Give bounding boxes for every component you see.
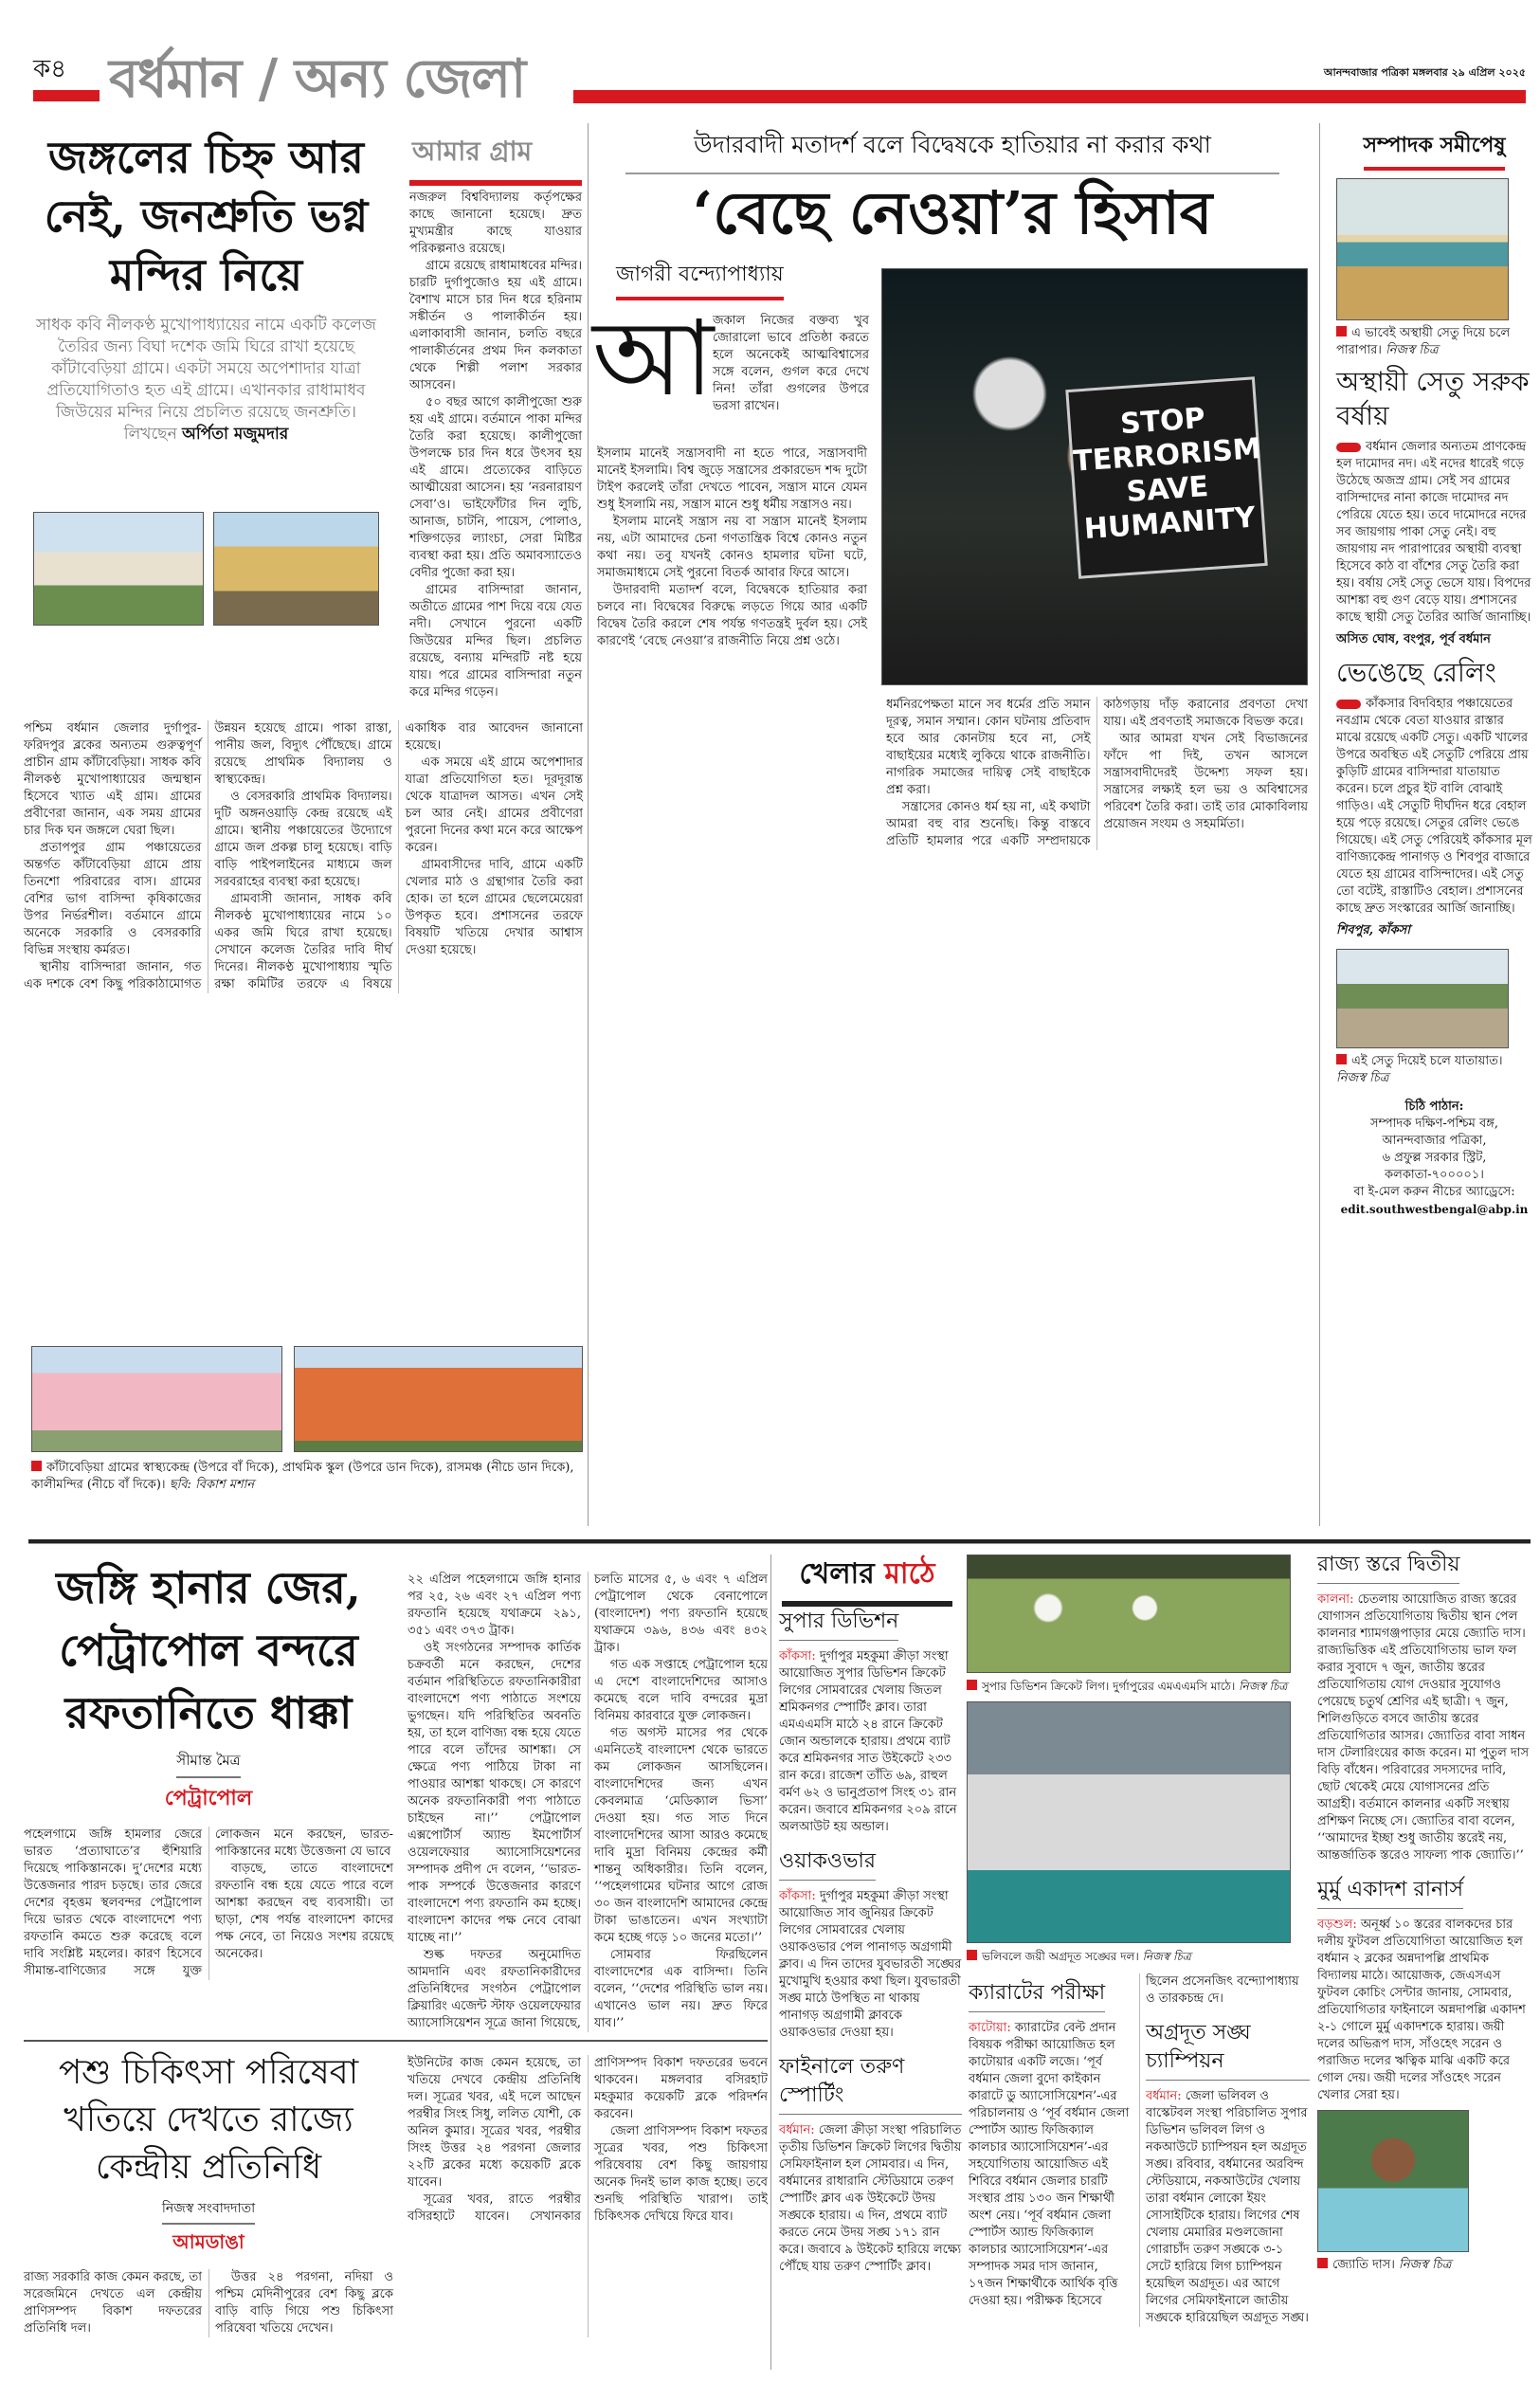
place: কাঁকসা: bbox=[779, 1889, 816, 1903]
petrapole-story bbox=[24, 1556, 768, 2032]
caption-text: জ্যোতি দাস। bbox=[1332, 2258, 1395, 2272]
caption-marker bbox=[967, 1680, 977, 1690]
divider bbox=[1319, 123, 1320, 1526]
contact-email[interactable]: edit.southwestbengal@abp.in bbox=[1340, 1203, 1529, 1216]
sports-heading: ওয়াকওভার bbox=[779, 1847, 876, 1881]
sports-heading: ফাইনালে তরুণ স্পোর্টিং bbox=[779, 2053, 962, 2115]
sports-item bbox=[779, 1648, 962, 1836]
essay-body-cols bbox=[886, 697, 1308, 850]
letters-column bbox=[1336, 129, 1532, 1218]
place: বড়শুল: bbox=[1317, 1918, 1357, 1932]
paragraph: পহেলগামে জঙ্গি হামলার জেরে ভারত ‘প্রত্যাঘাতে’র হুঁশিয়ারি দিয়েছে পাকিস্তানকে। দু’দেশের মধ্যে উত্তেজনার পারদ চড়ছে। তার জেরে দেশের বৃহত্তম স্থলবন্দর পেট্রাপোল দিয়ে ভারত থেকে বাংলাদেশে পণ্য রফতানি কমতে শুরু করেছে বলে দাবি সংশ্লিষ্ট মহলের। কারণ হিসেবে সীমান্ত-বাণিজ্যের সঙ্গে যুক্ত লোকজন মনে করছেন, ভারত-পাকিস্তানের মধ্যে উত্তেজনা যে ভাবে bbox=[24, 1827, 393, 1978]
paragraph: জেলা প্রাণিসম্পদ বিকাশ দফতর সূত্রের খবর, পশু চিকিৎসা পরিষেবায় বেশ কিছু জায়গায় অনেক দিনই ভাল কাজ হচ্ছে। তবে শুনছি পরিস্থিতি খারাপ। তাই চিকিৎসক দেখিয়ে ফিরে যাব। bbox=[594, 2124, 768, 2224]
caption-marker bbox=[1336, 1054, 1347, 1064]
sports-item bbox=[779, 2122, 962, 2276]
petrapole-cols34 bbox=[408, 1572, 768, 2032]
column-label-bar bbox=[409, 180, 582, 186]
paragraph: এক সময়ে এই গ্রামে অপেশাদার যাত্রা প্রতিযোগিতা হত। দূরদূরান্ত থেকে যাত্রাদল আসত। এখন সেই চল আর নেই। গ্রামের প্রবীণেরা পুরনো দিনের কথা মনে করে আক্ষেপ করেন। bbox=[405, 755, 583, 855]
masthead-date: আনন্দবাজার পত্রিকা মঙ্গলবার ২৯ এপ্রিল ২০২৫ bbox=[1323, 66, 1526, 79]
paragraph: গত অগস্ট মাসের পর থেকে এমনিতেই বাংলাদেশ থেকে ভারতে কম লোকজন আসছিলেন। বাংলাদেশিদের জন্য এখন কেবলমাত্র ‘মেডিক্যাল ভিসা’ দেওয়া হয়। গত সাত দিনে বাংলাদেশিদের আসা আরও কমেছে দাবি মুদ্রা বিনিময় কেন্দ্রের কর্মী শান্তনু অধিকারীর। তিনি বলেন, ‘‘পহেলগামের ঘটনার আগে রোজ ৩০ জন বাংলাদেশি আমাদের কেন্দ্রে টাকা ভাঙাতেন। এখন সংখ্যাটা কমে হচ্ছে গড়ে ১০ জনের মতো।’’ bbox=[594, 1726, 768, 1945]
broken-railing-photo bbox=[1336, 949, 1509, 1048]
petrapole-left bbox=[24, 1556, 393, 2032]
caption-credit: নিজস্ব চিত্র bbox=[1239, 1680, 1288, 1693]
letter1-headline: অস্থায়ী সেতু সরুক বর্ষায় bbox=[1336, 366, 1530, 431]
school-photo bbox=[213, 512, 379, 626]
contact-box bbox=[1336, 1099, 1532, 1218]
contact-title: চিঠি পাঠান: bbox=[1404, 1100, 1464, 1114]
item-body: দুর্গাপুর মহকুমা ক্রীড়া সংস্থা আয়োজিত সাব জুনিয়র ক্রিকেট লিগের সোমবারের খেলায় ওয়াকওভার পেল পানাগড় অগ্রগামী ক্লাব। এ দিন তাদের যুবভারতী সঙ্ঘের মুখোমুখি হওয়ার কথা ছিল। যুবভারতী সঙ্ঘ মাঠে উপস্থিত না থাকায় পানাগড় অগ্রগামী ক্লাবকে ওয়াকওভার দেওয়া হয়। bbox=[779, 1889, 962, 2040]
vet-byline: নিজস্ব সংবাদদাতা bbox=[162, 2197, 255, 2225]
caption-credit: নিজস্ব চিত্র bbox=[1399, 2258, 1452, 2272]
caption-marker bbox=[967, 1950, 977, 1960]
letter2-body bbox=[1336, 696, 1532, 918]
caption-marker bbox=[1317, 2258, 1328, 2268]
paragraph: বাড়ছে, তাতে বাংলাদেশে রফতানি বন্ধ হয়ে যেতে পারে বলে আশঙ্কা করছেন বহু ব্যবসায়ী। তা ছাড়া, শেষ পর্যন্ত বাংলাদেশ কাদের পক্ষ নেবে, তা নিয়েও সংশয় রয়েছে অনেকের। bbox=[215, 1862, 393, 1961]
volleyball-photo-caption bbox=[967, 1948, 1308, 1965]
item-body: অনূর্ধ্ব ১০ স্তরের বালকদের চার দলীয় ফুটবল প্রতিযোগিতা আয়োজিত হল বর্ধমান ২ ব্লকের অন্নদাপল্লি প্রাথমিক বিদ্যালয় মাঠে। আয়োজক, জেএসএস ফুটবল কোচিং সেন্টার জানায়, সোমবার, প্রতিযোগিতার ফাইনালে অন্নদাপল্লি একাদশ ২-১ গোলে মুর্মু একাদশকে হারায়। জয়ী দলের অভিরূপ দাস, সাঁওহেৎ সরেন ও পরাজিত দলের ঋত্বিক মাঝি একটি করে গোল দেয়। জয়ী দলের সাঁওহেৎ সরেন খেলার সেরা হয়। bbox=[1317, 1918, 1526, 2102]
caption-credit: নিজস্ব চিত্র bbox=[1142, 1950, 1191, 1963]
essay-body-col1 bbox=[597, 445, 867, 650]
item-body: চেতলায় আয়োজিত রাজ্য স্তরের যোগাসন প্রতিযোগিতায় দ্বিতীয় স্থান পেল কালনার শ্যামগঞ্জপাড়ার মেয়ে জ্যোতি দাস। রাজ্যভিত্তিক এই প্রতিযোগিতায় ভাল ফল করার সুবাদে ৭ জুন, জাতীয় স্তরের প্রতিযোগিতায় যোগ দেওয়ার সুযোগও পেয়েছে চতুর্থ শ্রেণির এই ছাত্রী। ৭ জুন, শিলিগুড়িতে বসবে জাতীয় স্তরের প্রতিযোগিতার আসর। জ্যোতির বাবা সাধন দাস টেলারিংয়ের কাজ করেন। মা পুতুল দাস বিড়ি বাঁধেন। পরিবারের সদস্যদের দাবি, ছোট থেকেই মেয়ে যোগাসনের প্রতি আগ্রহী। বর্তমানে কালনার একটি সংস্থায় প্রশিক্ষণ নিচ্ছে সে। জ্যোতির বাবা বলেন, ‘‘আমাদের ইচ্ছা শুধু জাতীয় স্তরেই নয়, আন্তর্জাতিক স্তরেও সাফল্য পাক জ্যোতি।’’ bbox=[1317, 1592, 1530, 1863]
place: বর্ধমান: bbox=[1146, 2089, 1182, 2103]
sports-heading: ক্যারাটের পরীক্ষা bbox=[969, 1979, 1105, 2012]
arrow-icon bbox=[1336, 443, 1361, 452]
paragraph: উদারবাদী মতাদর্শ বলে, বিদ্বেষকে হাতিয়ার করা চলবে না। বিদ্বেষের বিরুদ্ধে লড়তে গিয়ে আর একটি বিদ্বেষ তৈরি করলে শেষ পর্যন্ত গণতন্ত্রই দুর্বল হয়। সেই কারণেই ‘বেছে নেওয়া’র রাজনীতি নিয়ে প্রশ্ন ওঠে। bbox=[597, 583, 867, 648]
jyoti-photo-caption bbox=[1317, 2257, 1531, 2274]
contact-line: আনন্দবাজার পত্রিকা, bbox=[1382, 1134, 1487, 1148]
paragraph: ইসলাম মানেই সন্ত্রাস নয় বা সন্ত্রাস মানেই ইসলাম নয়, এটা আমাদের চেনা গণতান্ত্রিক বিশ্বে কোনও নতুন কথা নয়। তবু যখনই কোনও হামলার ঘটনা ঘটে, সমাজমাধ্যমে সেই পুরনো বিতর্ক আবার ফিরে আসে। bbox=[597, 515, 867, 580]
paragraph: প্রতাপপুর গ্রাম পঞ্চায়েতের অন্তর্গত কাঁটাবেড়িয়া গ্রামে প্রায় তিনশো পরিবারের বাস। গ্রামের বেশির ভাগ বাসিন্দা কৃষিকাজের উপর নির্ভরশীল। বর্তমানে গ্রামে অনেকে সরকারি ও বেসরকারি বিভিন্ন সংস্থায় কর্মরত। bbox=[24, 841, 202, 957]
essay-kicker: উদারবাদী মতাদর্শ বলে বিদ্বেষকে হাতিয়ার না করার কথা bbox=[625, 126, 1279, 174]
caption-text: এই সেতু দিয়েই চলে যাতায়াত। bbox=[1351, 1054, 1503, 1068]
caption-marker bbox=[31, 1461, 42, 1471]
letters-section-title: সম্পাদক সমীপেষু bbox=[1364, 129, 1506, 171]
sports-item bbox=[1317, 1917, 1531, 2104]
place: কাটোয়া: bbox=[969, 2021, 1011, 2035]
item-body: দুর্গাপুর মহকুমা ক্রীড়া সংস্থা আয়োজিত সুপার ডিভিশন ক্রিকেট লিগের সোমবারের খেলায় জিতল শ্রমিকনগর স্পোর্টিং ক্লাব। তারা এমএএমসি মাঠে ২৪ রানে ক্রিকেট জোন অন্ডালকে হারায়। প্রথমে ব্যাট করে শ্রমিকনগর সাত উইকেটে ২৩৩ রান করে। রাজেশ তাঁতি ৬৯, রাহুল বর্মণ ৬২ ও ভানুপ্রতাপ সিংহ ৩১ রান করেন। জবাবে শ্রমিকনগর ২০৯ রানে অলআউট হয় অন্ডাল। bbox=[779, 1649, 957, 1834]
volleyball-team-photo bbox=[967, 1701, 1291, 1943]
sports-cols23 bbox=[969, 1973, 1310, 2327]
paragraph: ও বেসরকারি প্রাথমিক বিদ্যালয়। দুটি অঙ্গনওয়াড়ি কেন্দ্র রয়েছে এই গ্রামে। স্থানীয় পঞ্চায়েতের উদ্যোগে গ্রামে জল প্রকল্প চালু হয়েছে। বাড়ি বাড়ি পাইপলাইনের মাধ্যমে জল সরবরাহের ব্যবস্থা করা হয়েছে। bbox=[214, 790, 392, 889]
section-separator bbox=[28, 1539, 1531, 1544]
essay-author: জাগরী বন্দ্যোপাধ্যায় bbox=[616, 258, 784, 300]
page-number-bar bbox=[33, 90, 100, 101]
paragraph: ৫০ বছর আগে কালীপুজো শুরু হয় এই গ্রামে। বর্তমানে পাকা মন্দির তৈরি করা হয়েছে। কালীপুজো উপলক্ষে চার দিন ধরে উৎসব হয় এই গ্রামে। প্রত্যেকের বাড়িতে আত্মীয়েরা আসেন। হয় ‘নরনারায়ণ সেবা’ও। ভাইফোঁটার দিন লুচি, আনাজ, চাটনি, পায়েস, পোলাও, শক্তিগড়ের ল্যাংচা, সেরা মিষ্টির ব্যবস্থা করা হয়। প্রতি অমাবস্যাতেও বেদীর পুজো করা হয়। bbox=[409, 395, 582, 580]
divider bbox=[770, 1555, 771, 2370]
bottom-news bbox=[24, 1556, 768, 2337]
contact-line: কলকাতা-৭০০০০১। bbox=[1385, 1168, 1484, 1182]
sports-header bbox=[782, 1551, 952, 1607]
sports-header-a: খেলার bbox=[799, 1557, 875, 1591]
vet-left bbox=[24, 2049, 393, 2337]
paragraph: ইউনিটের কাজ কেমন হয়েছে, তা খতিয়ে দেখবে কেন্দ্রীয় প্রতিনিধি দল। সূত্রের খবর, এই দলে আছেন পরম্বীর সিংহ সিধু, ললিত যোশী, কে অনিল কুমার। সূত্রের খবর, পরম্বীর সিংহ উত্তর ২৪ পরগনা জেলার ২২টি ব্লকের মধ্যে কয়েকটি ব্লকে যাবেন। bbox=[408, 2056, 581, 2190]
sports-heading: রাজ্য স্তরে দ্বিতীয় bbox=[1317, 1551, 1459, 1584]
story-divider bbox=[24, 2040, 768, 2042]
vet-byline-wrap bbox=[24, 2197, 393, 2225]
paragraph: গ্রামবাসী জানান, সাধক কবি নীলকণ্ঠ মুখোপাধ্যায়ের নামে ১০ একর জমি ঘিরে রাখা হয়েছে। সেখানে কলেজ তৈরির দাবি দীর্ঘ দিনের। নীলকণ্ঠ মুখোপাধ্যায় স্মৃতি রক্ষা কমিটির তরফে এ বিষয়ে একাধিক বার আবেদন জানানো হয়েছে। bbox=[214, 721, 583, 991]
paragraph: শুল্ক দফতর অনুমোদিত আমদানি এবং রফতানিকারীদের প্রতিনিধিদের সংগঠন পেট্রাপোল ক্লিয়ারিং এজেন্ট স্টাফ ওয়েলফেয়ার অ্যাসোসিয়েশন সূত্রে জানা গিয়েছে, চলতি মাসের ৫, ৬ এবং ৭ এপ্রিল পেট্রাপোল থেকে বেনাপোলে (বাংলাদেশ) পণ্য রফতানি হয়েছে যথাক্রমে ৩৯৬, ৪৩৬ এবং ৪৩২ ট্রাক। bbox=[408, 1573, 768, 2030]
letter2-headline: ভেঙেছে রেলিং bbox=[1336, 657, 1496, 688]
vet-dateline: আমডাঙা bbox=[172, 2230, 245, 2253]
letter2-photo-caption bbox=[1336, 1053, 1532, 1087]
jyoti-das-photo bbox=[1317, 2110, 1469, 2252]
paragraph: ধর্মনিরপেক্ষতা মানে সব ধর্মের প্রতি সমান দূরত্ব, সমান সম্মান। কোন ঘটনায় প্রতিবাদ হবে আর কোনটায় হবে না, সেই বাছাইয়ের মধ্যেই লুকিয়ে থাকে রাজনীতি। নাগরিক সমাজের দায়িত্ব সেই বাছাইকে প্রশ্ন করা। bbox=[886, 698, 1091, 797]
health-centre-photo bbox=[33, 512, 204, 626]
item-body: ক্যারাটের বেল্ট প্রদান বিষয়ক পরীক্ষা আয়োজিত হল কাটোয়ার একটি লজে। ‘পূর্ব বর্ধমান জেলা বুদো কাইকান কারাটে ডু অ্যাসোসিয়েশন’-এর পরিচালনায় ও ‘পূর্ব বর্ধমান জেলা স্পোর্টস অ্যান্ড ফিজিক্যাল কালচার অ্যাসোসিয়েশন’-এর সহযোগিতায় আয়োজিত এই শিবিরে বর্ধমান জেলার চারটি সংস্থার প্রায় ১৩০ জন শিক্ষার্থী অংশ নেয়। ‘পূর্ব বর্ধমান জেলা স্পোর্টস অ্যান্ড ফিজিক্যাল কালচার অ্যাসোসিয়েশন’-এর সম্পাদক সমর দাস জানান, ১৭জন শিক্ষার্থীকে আর্থিক বৃত্তি দেওয়া হয়। পরীক্ষক হিসেবে ছিলেন প্রসেনজিৎ বন্দ্যোপাধ্যায় ও তারকচন্দ্র দে। bbox=[969, 1974, 1299, 2308]
village-body bbox=[24, 720, 583, 993]
item-body: জেলা ক্রীড়া সংস্থা পরিচালিত তৃতীয় ডিভিশন ক্রিকেট লিগের দ্বিতীয় সেমিফাইনাল হল সোমবার। এ দিন, বর্ধমানের রাধারানি স্টেডিয়ামে তরুণ স্পোর্টিং ক্লাব এক উইকেটে উদয় সঙ্ঘকে হারায়। এ দিন, প্রথমে ব্যাট করতে নেমে উদয় সঙ্ঘ ১৭১ রান করে। জবাবে ৯ উইকেট হারিয়ে লক্ষ্যে পৌঁছে যায় তরুণ স্পোর্টিং ক্লাব। bbox=[779, 2123, 962, 2274]
vet-cols34 bbox=[408, 2055, 768, 2337]
placard: STOP TERRORISM SAVE HUMANITY bbox=[1065, 376, 1267, 578]
cricket-match-photo bbox=[967, 1555, 1291, 1673]
paragraph: গত এক সপ্তাহে পেট্রাপোল হয়ে এ দেশে বাংলাদেশিদের আসাও কমেছে বলে দাবি বন্দরের মুদ্রা বিনিময় কারবারে যুক্ত লোকজন। bbox=[594, 1658, 768, 1723]
paragraph: সূত্রের খবর, রাতে পরম্বীর বসিরহাটে যাবেন। সেখানকার প্রাণিসম্পদ বিকাশ দফতরের ভবনে থাকবেন। মঙ্গলবার বসিরহাট মহকুমার কয়েকটি ব্লকে পরিদর্শন করবেন। bbox=[408, 2056, 768, 2224]
deck-text: সাধক কবি নীলকণ্ঠ মুখোপাধ্যায়ের নামে একটি কলেজ তৈরির জন্য বিঘা দশেক জমি ঘিরে রাখা হয়েছে কাঁটাবেড়িয়া গ্রামে। একটা সময়ে অপেশাদার যাত্রা প্রতিযোগিতাও হত এই গ্রামে। এখানকার রাধামাধব জিউয়ের মন্দির নিয়ে প্রচলিত রয়েছে জনশ্রুতি। bbox=[36, 316, 376, 422]
section-title: বর্ধমান / অন্য জেলা bbox=[109, 48, 526, 110]
paragraph: পশ্চিম বর্ধমান জেলার দুর্গাপুর-ফরিদপুর ব্লকের অন্যতম গুরুত্বপূর্ণ প্রাচীন গ্রাম কাঁটাবেড়িয়া। সাধক কবি নীলকণ্ঠ মুখোপাধ্যায়ের জন্মস্থান হিসেবে খ্যাত এই গ্রাম। গ্রামের প্রবীণেরা জানান, এক সময় গ্রামের চার দিক ঘন জঙ্গলে ঘেরা ছিল। bbox=[24, 721, 202, 838]
paragraph: গ্রামের বাসিন্দারা জানান, অতীতে গ্রামের পাশ দিয়ে বয়ে যেত নদী। সেখানে পুরনো একটি জিউয়ের মন্দির ছিল। প্রচলিত রয়েছে, বন্যায় মন্দিরটি নষ্ট হয়ে যায়। পরে গ্রামের বাসিন্দারা নতুন করে মন্দির গড়েন। bbox=[409, 583, 582, 700]
sports-item bbox=[1146, 2088, 1310, 2327]
village-photo-caption bbox=[31, 1460, 586, 1494]
paragraph: রাজ্য সরকারি কাজ কেমন করছে, তা সরেজমিনে দেখতে এল কেন্দ্রীয় প্রাণিসম্পদ বিকাশ দফতরের প্রতিনিধি দল। bbox=[24, 2270, 202, 2336]
author: অর্পিতা মজুমদার bbox=[182, 425, 289, 444]
sports-col4 bbox=[1317, 1551, 1531, 2274]
place: কালনা: bbox=[1317, 1592, 1354, 1607]
letter2-signer: শিবপুর, কাঁকসা bbox=[1336, 923, 1410, 937]
paragraph bbox=[1336, 696, 1532, 918]
letter1-body bbox=[1336, 439, 1532, 627]
sports-item bbox=[779, 1888, 962, 2042]
contact-line: বা ই-মেল করুন নীচের অ্যাড্রেসে: bbox=[1353, 1185, 1515, 1199]
vet-story bbox=[24, 2049, 768, 2337]
sports-heading: সুপার ডিভিশন bbox=[779, 1608, 898, 1641]
caption-credit: নিজস্ব চিত্র bbox=[1386, 343, 1439, 357]
petrapole-dateline: পেট্রাপোল bbox=[164, 1786, 253, 1810]
caption-marker bbox=[1336, 326, 1347, 336]
caption-text: সুপার ডিভিশন ক্রিকেট লিগ। দুর্গাপুরের এমএএমসি মাঠে। bbox=[982, 1680, 1236, 1693]
item-body: জেলা ভলিবল ও বাস্কেটবল সংস্থা পরিচালিত সুপার ডিভিশন ভলিবল লিগ ও নকআউটে চ্যাম্পিয়ন হল অগ্রদূত সঙ্ঘ। রবিবার, বর্ধমানের অরবিন্দ স্টেডিয়ামে, নকআউটের খেলায় তারা বর্ধমান লোকো ইয়ং সোসাইটিকে হারায়। লিগের শেষ খেলায় মেমারির মণ্ডলজোনা গোরাচাঁদ তরুণ সঙ্ঘকে ৩-১ সেটে হারিয়ে লিগ চ্যাম্পিয়ন হয়েছিল অগ্রদূত। এর আগে লিগের সেমিফাইনালে জাতীয় সঙ্ঘকে হারিয়েছিল অগ্রদূত সঙ্ঘ। bbox=[1146, 2089, 1309, 2325]
kalimandir-photo bbox=[31, 1346, 282, 1452]
place: কাঁকসা: bbox=[779, 1649, 816, 1664]
village-headline: জঙ্গলের চিহ্ন আর নেই, জনশ্রুতি ভগ্ন মন্দির নিয়ে bbox=[44, 132, 369, 300]
village-side-column bbox=[409, 190, 582, 701]
byline-prefix: লিখছেন bbox=[123, 425, 177, 444]
page-number: ক৪ bbox=[33, 55, 67, 83]
essay-headline: ‘বেছে নেওয়া’র হিসাব bbox=[692, 178, 1213, 247]
rasmancha-photo bbox=[294, 1346, 583, 1452]
temporary-bridge-photo bbox=[1336, 178, 1509, 320]
paragraph: ইসলাম মানেই সন্ত্রাসবাদী না হতে পারে, সন্ত্রাসবাদী মানেই ইসলামি। বিশ্ব জুড়ে সন্ত্রাসের প্রকারভেদ শব্দ দুটো টাইপ করলেই তাঁরা দেখতে পাবেন, সন্ত্রাস মানে যেমন শুধু ইসলামি নয়, সন্ত্রাস মানে শুধু ধর্মীয় সন্ত্রাসও নয়। bbox=[597, 446, 867, 512]
contact-line: ৬ প্রফুল্ল সরকার স্ট্রিট, bbox=[1382, 1151, 1487, 1165]
place: বর্ধমান: bbox=[779, 2123, 815, 2137]
sports-col1 bbox=[779, 1602, 962, 2282]
paragraph: গ্রামবাসীদের দাবি, গ্রামে একটি খেলার মাঠ ও গ্রন্থাগার তৈরি করা হোক। তা হলে গ্রামের ছেলেমেয়েরা উপকৃত হবে। প্রশাসনের তরফে বিষয়টি খতিয়ে দেখার আশ্বাস দেওয়া হয়েছে। bbox=[405, 858, 583, 957]
sports-heading: অগ্রদূত সঙ্ঘ চ্যাম্পিয়ন bbox=[1146, 2019, 1310, 2081]
caption-text: কাঁটাবেড়িয়া গ্রামের স্বাস্থ্যকেন্দ্র (উপরে বাঁ দিকে), প্রাথমিক স্কুল (উপরে ডান দিকে), রাসমঞ্চ (নীচে ডান দিকে), কালীমন্দির (নীচে বাঁ দিকে)। bbox=[31, 1461, 574, 1492]
header-red-bar bbox=[573, 90, 1526, 103]
paragraph: জকাল নিজের বক্তব্য খুব জোরালো ভাবে প্রতিষ্ঠা করতে হলে অনেকেই আত্মবিশ্বাসের সঙ্গে বলেন, গুগল করে দেখে নিন! তাঁরা গুগলের উপরে ভরসা রাখেন। bbox=[713, 314, 869, 413]
caption-credit: নিজস্ব চিত্র bbox=[1336, 1071, 1389, 1085]
paragraph: সোমবার ফিরছিলেন বাংলাদেশের এক বাসিন্দা। তিনি বলেন, ‘‘দেশের পরিস্থিতি ভাল নয়। এখানেও ভাল নয়। দ্রুত ফিরে যাব।’’ bbox=[594, 1948, 768, 2030]
caption-credit: ছবি: বিকাশ মশান bbox=[169, 1478, 255, 1492]
paragraph: উত্তর ২৪ পরগনা, নদিয়া ও পশ্চিম মেদিনীপুরের বেশ কিছু ব্লকে বাড়ি বাড়ি গিয়ে পশু চিকিৎসা পরিষেবা খতিয়ে দেখেন। bbox=[215, 2270, 393, 2336]
sports-header-b: মাঠে bbox=[884, 1557, 935, 1591]
petrapole-byline-wrap bbox=[24, 1750, 393, 1778]
paragraph bbox=[1336, 439, 1532, 627]
cricket-photo-caption bbox=[967, 1678, 1308, 1695]
candle-march-photo bbox=[881, 268, 1308, 685]
petrapole-byline: সীমান্ত মৈত্র bbox=[176, 1750, 240, 1778]
contact-line: সম্পাদক দক্ষিণ-পশ্চিম বঙ্গ, bbox=[1369, 1117, 1498, 1131]
sports-heading: মুর্মু একাদশ রানার্স bbox=[1317, 1876, 1463, 1909]
paragraph: স্থানীয় বাসিন্দারা জানান, গত এক দশকে বেশ কিছু পরিকাঠামোগত উন্নয়ন হয়েছে গ্রামে। পাকা রাস্তা, পানীয় জল, বিদ্যুৎ পৌঁছেছে। গ্রামে রয়েছে প্রাথমিক বিদ্যালয় ও স্বাস্থ্যকেন্দ্র। bbox=[24, 721, 392, 991]
sports-item bbox=[1317, 1591, 1531, 1864]
caption-text: ভলিবলে জয়ী অগ্রদূত সঙ্ঘের দল। bbox=[982, 1950, 1139, 1963]
arrow-icon bbox=[1336, 700, 1361, 709]
petrapole-headline: জঙ্গি হানার জের, পেট্রাপোল বন্দরে রফতানিতে ধাক্কা bbox=[56, 1562, 361, 1738]
petrapole-cols12 bbox=[24, 1827, 393, 1980]
divider bbox=[588, 123, 589, 1526]
paragraph: নজরুল বিশ্ববিদ্যালয় কর্তৃপক্ষের কাছে জানানো হয়েছে। দ্রুত মুখ্যমন্ত্রীর কাছে যাওয়ার পরিকল্পনাও রয়েছে। bbox=[409, 191, 582, 256]
column-label: আমার গ্রাম bbox=[412, 136, 533, 167]
paragraph: আর আমরা যখন সেই বিভাজনের ফাঁদে পা দিই, তখন আসলে সন্ত্রাসবাদীদেরই উদ্দেশ্য সফল হয়। সন্ত্রাসের লক্ষ্যই হল ভয় ও অবিশ্বাসের পরিবেশ তৈরি করা। তাই তার মোকাবিলায় প্রয়োজন সংযম ও সহমর্মিতা। bbox=[1103, 732, 1308, 831]
paragraph: ২২ এপ্রিল পহেলগামে জঙ্গি হানার পর ২৫, ২৬ এবং ২৭ এপ্রিল পণ্য রফতানি হয়েছে যথাক্রমে ২৯১, ৩৫১ এবং ৩৭৩ ট্রাক। bbox=[408, 1573, 581, 1638]
paragraph: গ্রামে রয়েছে রাধামাধবের মন্দির। চারটি দুর্গাপুজোও হয় এই গ্রামে। বৈশাখ মাসে চার দিন ধরে হরিনাম সঙ্কীর্তন ও পালাকীর্তন হয়। এলাকাবাসী জানান, চলতি বছরে পালাকীর্তনের প্রথম দিন কলকাতা থেকে শিল্পী পলাশ সরকার আসবেন। bbox=[409, 259, 582, 392]
caption-text: এ ভাবেই অস্থায়ী সেতু দিয়ে চলে পারাপার। bbox=[1336, 326, 1511, 357]
letter-text: কাঁকসার বিদবিহার পঞ্চায়েতের নবগ্রাম থেকে বেতা যাওয়ার রাস্তার মাঝে রয়েছে একটি সেতু। একটি খালের উপরে অবস্থিত এই সেতুটি পেরিয়ে প্রায় কুড়িটি গ্রামের বাসিন্দারা যাতায়াত করেন। চলে প্রচুর ইট বালি বোঝাই গাড়িও। এই সেতুটি দীর্ঘদিন ধরে বেহাল হয়ে পড়ে রয়েছে। সেতুর রেলিং ভেঙে গিয়েছে। এই সেতু পেরিয়েই কাঁকসার মূল বাণিজ্যকেন্দ্র পানাগড় ও শিবপুর বাজারে যেতে হয় গ্রামের বাসিন্দাদের। এই সেতু তো বটেই, রাস্তাটিও বেহাল। প্রশাসনের কাছে দ্রুত সংস্কারের আর্জি জানাচ্ছি। bbox=[1336, 697, 1532, 916]
essay-lead bbox=[713, 313, 869, 415]
paragraph: সন্ত্রাসের কোনও ধর্ম হয় না, এই কথাটা আমরা বহু বার শুনেছি। কিন্তু বাস্তবে প্রতিটি হামলার পরে একটি সম্প্রদায়কে কাঠগড়ায় দাঁড় করানোর প্রবণতা দেখা যায়। এই প্রবণতাই সমাজকে বিভক্ত করে। bbox=[886, 698, 1308, 848]
letter1-signer: অসিত ঘোষ, বংপুর, পূর্ব বর্ধমান bbox=[1336, 632, 1491, 646]
paragraph: ওই সংগঠনের সম্পাদক কার্তিক চক্রবর্তী মনে করছেন, দেশের বর্তমান পরিস্থিতিতে রফতানিকারীরা বাংলাদেশে পণ্য পাঠাতে সংশয়ে ভুগছেন। যদি পরিস্থিতির অবনতি হয়, তা হলে বাণিজ্য বন্ধ হয়ে যেতে পারে বলে তাঁদের আশঙ্কা। সে ক্ষেত্রে পণ্য পাঠিয়ে টাকা না পাওয়ার আশঙ্কা থাকছে। সে কারণে অনেক রফতানিকারী পণ্য পাঠাতে চাইছেন না।’’ পেট্রাপোল এক্সপোর্টার্স অ্যান্ড ইমপোর্টার্স ওয়েলফেয়ার অ্যাসোসিয়েশনের সম্পাদক প্রদীপ দে বলেন, ‘‘ভারত-পাক সম্পর্কে উত্তেজনার কারণে বাংলাদেশে পণ্য রফতানি কম হচ্ছে। বাংলাদেশ কাদের পক্ষ নেবে বোঝা যাচ্ছে না।’’ bbox=[408, 1641, 581, 1945]
vet-headline: পশু চিকিৎসা পরিষেবা খতিয়ে দেখতে রাজ্যে কেন্দ্রীয় প্রতিনিধি bbox=[58, 2053, 359, 2187]
drop-cap: আ bbox=[592, 298, 715, 419]
letter1-photo-caption bbox=[1336, 325, 1532, 359]
letter-text: বর্ধমান জেলার অন্যতম প্রাণকেন্দ্র হল দামোদর নদ। এই নদের ধারেই গড়ে উঠেছে অজস্র গ্রাম। সেই সব গ্রামের বাসিন্দাদের নানা কাজে দামোদর নদ পেরিয়ে যেতে হয়। তবে দামোদরে নদের সব জায়গায় পাকা সেতু নেই। বহু জায়গায় নদ পারাপারের অস্থায়ী ব্যবস্থা হিসেবে কাঠ বা বাঁশের সেতু তৈরি করা হয়। বর্ষায় সেই সেতু ভেসে যায়। বিপদের আশঙ্কা বহু গুণ বেড়ে যায়। প্রশাসনের কাছে স্থায়ী সেতু তৈরির আর্জি জানাচ্ছি। bbox=[1336, 440, 1531, 625]
vet-cols12 bbox=[24, 2269, 393, 2337]
village-deck bbox=[19, 315, 393, 445]
